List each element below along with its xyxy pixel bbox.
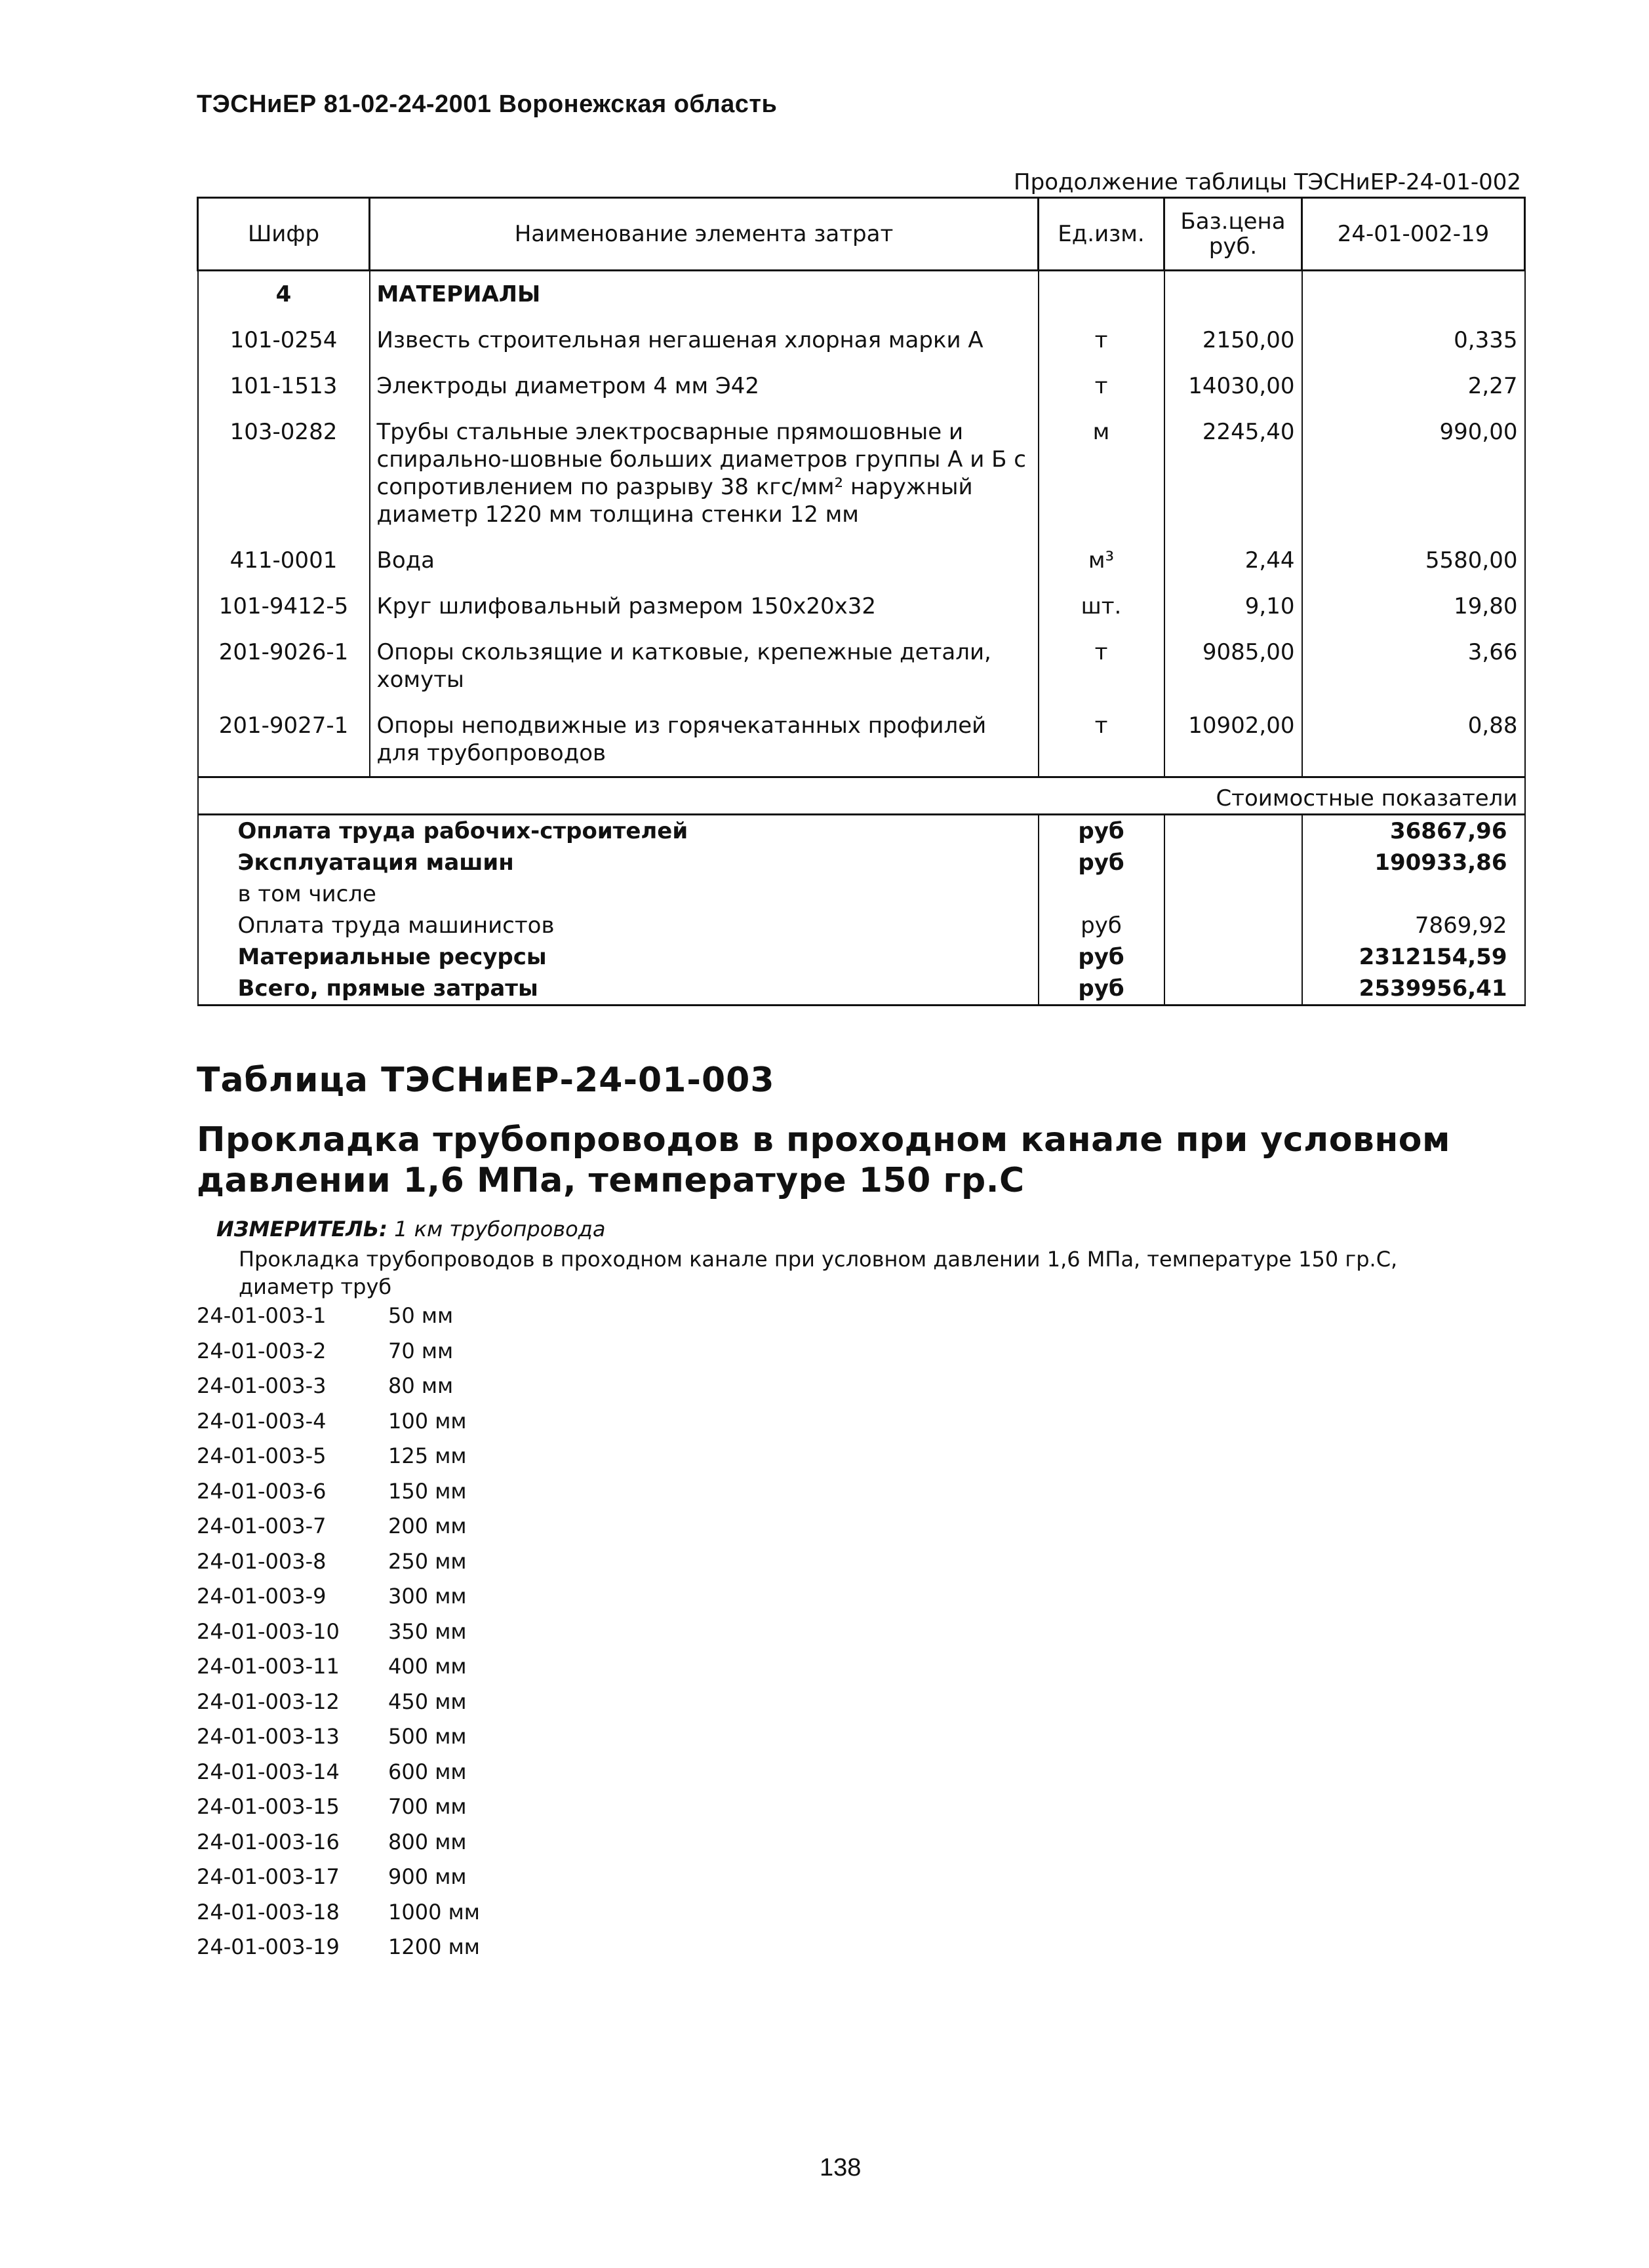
list-item: [197, 1724, 480, 1759]
header-code: Шифр: [198, 198, 370, 271]
item-diameter: 500 мм: [388, 1724, 467, 1749]
item-code: 24-01-003-14: [197, 1759, 340, 1784]
table-header-row: [198, 198, 1525, 271]
item-diameter: 450 мм: [388, 1689, 467, 1714]
item-diameter: 200 мм: [388, 1514, 467, 1538]
item-code: 24-01-003-12: [197, 1689, 340, 1714]
table-continuation-note: Продолжение таблицы ТЭСНиЕР-24-01-002: [1014, 169, 1521, 195]
summary-empty: [1164, 847, 1302, 878]
summary-row: [198, 847, 1525, 878]
row-value: 3,66: [1302, 629, 1525, 703]
item-code: 24-01-003-13: [197, 1724, 340, 1749]
header-name: Наименование элемента затрат: [370, 198, 1039, 271]
table-caption: Прокладка трубопроводов в проходном канале при условном давлении 1,6 МПа, температуре 150 гр.С: [197, 1120, 1450, 1200]
list-item: [197, 1303, 480, 1339]
measure-value: 1 км трубопровода: [394, 1217, 606, 1242]
row-name: Трубы стальные электросварные прямошовные и спирально-шовные больших диаметров группы А и Б с сопротивлением по разрыву 38 кгс/мм² наружный диаметр 1220 мм толщина стенки 12 мм: [370, 409, 1039, 538]
summary-label: Эксплуатация машин: [198, 847, 1039, 878]
list-item: [197, 1339, 480, 1374]
item-code: 24-01-003-11: [197, 1654, 340, 1679]
summary-value: [1302, 878, 1525, 910]
summary-value: 190933,86: [1302, 847, 1525, 878]
item-diameter: 800 мм: [388, 1829, 467, 1854]
table-row: [198, 703, 1525, 777]
row-value: 19,80: [1302, 583, 1525, 629]
row-value: 0,88: [1302, 703, 1525, 777]
page-header: ТЭСНиЕР 81-02-24-2001 Воронежская область: [197, 90, 778, 118]
list-item: [197, 1409, 480, 1444]
list-item: [197, 1619, 480, 1654]
row-name: Опоры скользящие и катковые, крепежные детали, хомуты: [370, 629, 1039, 703]
measure-line: [216, 1217, 605, 1242]
list-item: [197, 1584, 480, 1619]
row-unit: т: [1039, 317, 1164, 363]
item-code: 24-01-003-1: [197, 1303, 327, 1328]
table-description: Прокладка трубопроводов в проходном канале при условном давлении 1,6 МПа, температуре 150 гр.С, диаметр труб: [239, 1247, 1398, 1299]
summary-label: Всего, прямые затраты: [198, 973, 1039, 1006]
row-price: 10902,00: [1164, 703, 1302, 777]
table-row: [198, 409, 1525, 538]
header-price: Баз.цена руб.: [1164, 198, 1302, 271]
list-item: [197, 1373, 480, 1409]
item-code: 24-01-003-19: [197, 1934, 340, 1959]
row-price: 2150,00: [1164, 317, 1302, 363]
row-value: 5580,00: [1302, 538, 1525, 583]
header-value: 24-01-002-19: [1302, 198, 1525, 271]
row-name: Электроды диаметром 4 мм Э42: [370, 363, 1039, 409]
row-code: 101-0254: [198, 317, 370, 363]
item-diameter: 700 мм: [388, 1794, 467, 1819]
cost-header: Стоимостные показатели: [198, 777, 1525, 815]
item-code: 24-01-003-4: [197, 1408, 327, 1434]
item-diameter: 600 мм: [388, 1759, 467, 1784]
page-number: 138: [820, 2154, 862, 2181]
summary-row: [198, 910, 1525, 941]
item-code: 24-01-003-6: [197, 1478, 327, 1504]
row-name: Известь строительная негашеная хлорная марки А: [370, 317, 1039, 363]
row-price: 14030,00: [1164, 363, 1302, 409]
list-item: [197, 1514, 480, 1549]
section-title: МАТЕРИАЛЫ: [370, 271, 1039, 318]
row-name: Опоры неподвижные из горячекатанных профилей для трубопроводов: [370, 703, 1039, 777]
table-row: [198, 629, 1525, 703]
item-code: 24-01-003-2: [197, 1338, 327, 1363]
table-row: [198, 538, 1525, 583]
list-item: [197, 1934, 480, 1970]
row-price: 2245,40: [1164, 409, 1302, 538]
row-code: 101-9412-5: [198, 583, 370, 629]
summary-value: 2539956,41: [1302, 973, 1525, 1006]
section-row: [198, 271, 1525, 318]
item-code: 24-01-003-16: [197, 1829, 340, 1854]
row-code: 201-9027-1: [198, 703, 370, 777]
summary-label: в том числе: [198, 878, 1039, 910]
list-item: [197, 1794, 480, 1829]
item-code: 24-01-003-15: [197, 1794, 340, 1819]
item-diameter: 125 мм: [388, 1443, 467, 1468]
table-row: [198, 363, 1525, 409]
item-diameter: 80 мм: [388, 1373, 454, 1398]
row-price: 9,10: [1164, 583, 1302, 629]
summary-row: [198, 878, 1525, 910]
item-diameter: 250 мм: [388, 1548, 467, 1574]
list-item: [197, 1479, 480, 1514]
item-code: 24-01-003-5: [197, 1443, 327, 1468]
item-code: 24-01-003-17: [197, 1864, 340, 1889]
item-diameter: 900 мм: [388, 1864, 467, 1889]
list-item: [197, 1549, 480, 1584]
summary-unit: руб: [1039, 847, 1164, 878]
list-item: [197, 1443, 480, 1479]
summary-label: Оплата труда рабочих-строителей: [198, 815, 1039, 848]
summary-empty: [1164, 941, 1302, 973]
summary-unit: руб: [1039, 815, 1164, 848]
item-code: 24-01-003-9: [197, 1584, 327, 1609]
item-code: 24-01-003-8: [197, 1548, 327, 1574]
item-diameter: 1000 мм: [388, 1899, 480, 1925]
summary-empty: [1164, 910, 1302, 941]
summary-value: 36867,96: [1302, 815, 1525, 848]
code-list: [197, 1303, 480, 1970]
summary-empty: [1164, 878, 1302, 910]
row-unit: т: [1039, 629, 1164, 703]
row-code: 201-9026-1: [198, 629, 370, 703]
row-unit: м³: [1039, 538, 1164, 583]
list-item: [197, 1689, 480, 1725]
summary-label: Материальные ресурсы: [198, 941, 1039, 973]
summary-label: Оплата труда машинистов: [198, 910, 1039, 941]
item-code: 24-01-003-18: [197, 1899, 340, 1925]
summary-empty: [1164, 973, 1302, 1006]
summary-empty: [1164, 815, 1302, 848]
item-diameter: 400 мм: [388, 1654, 467, 1679]
summary-unit: руб: [1039, 910, 1164, 941]
cost-table: [197, 197, 1526, 1006]
row-name: Круг шлифовальный размером 150x20x32: [370, 583, 1039, 629]
item-diameter: 70 мм: [388, 1338, 454, 1363]
summary-value: 2312154,59: [1302, 941, 1525, 973]
row-code: 101-1513: [198, 363, 370, 409]
list-item: [197, 1829, 480, 1865]
item-diameter: 1200 мм: [388, 1934, 480, 1959]
row-unit: м: [1039, 409, 1164, 538]
cost-header-row: [198, 777, 1525, 815]
table-row: [198, 583, 1525, 629]
row-unit: т: [1039, 703, 1164, 777]
item-diameter: 150 мм: [388, 1478, 467, 1504]
row-code: 411-0001: [198, 538, 370, 583]
summary-unit: руб: [1039, 941, 1164, 973]
row-unit: т: [1039, 363, 1164, 409]
item-diameter: 50 мм: [388, 1303, 454, 1328]
row-price: 2,44: [1164, 538, 1302, 583]
row-value: 2,27: [1302, 363, 1525, 409]
list-item: [197, 1759, 480, 1795]
measure-label: ИЗМЕРИТЕЛЬ:: [216, 1217, 387, 1242]
summary-unit: [1039, 878, 1164, 910]
item-code: 24-01-003-7: [197, 1514, 327, 1538]
summary-unit: руб: [1039, 973, 1164, 1006]
item-diameter: 300 мм: [388, 1584, 467, 1609]
row-price: 9085,00: [1164, 629, 1302, 703]
summary-value: 7869,92: [1302, 910, 1525, 941]
list-item: [197, 1900, 480, 1935]
item-diameter: 100 мм: [388, 1408, 467, 1434]
table-row: [198, 317, 1525, 363]
row-code: 103-0282: [198, 409, 370, 538]
summary-row: [198, 973, 1525, 1006]
item-code: 24-01-003-10: [197, 1618, 340, 1644]
row-value: 990,00: [1302, 409, 1525, 538]
row-unit: шт.: [1039, 583, 1164, 629]
list-item: [197, 1864, 480, 1900]
list-item: [197, 1654, 480, 1689]
item-diameter: 350 мм: [388, 1618, 467, 1644]
table-title: Таблица ТЭСНиЕР-24-01-003: [197, 1061, 775, 1100]
summary-row: [198, 815, 1525, 848]
header-unit: Ед.изм.: [1039, 198, 1164, 271]
item-code: 24-01-003-3: [197, 1373, 327, 1398]
row-name: Вода: [370, 538, 1039, 583]
summary-row: [198, 941, 1525, 973]
section-number: 4: [198, 271, 370, 318]
row-value: 0,335: [1302, 317, 1525, 363]
